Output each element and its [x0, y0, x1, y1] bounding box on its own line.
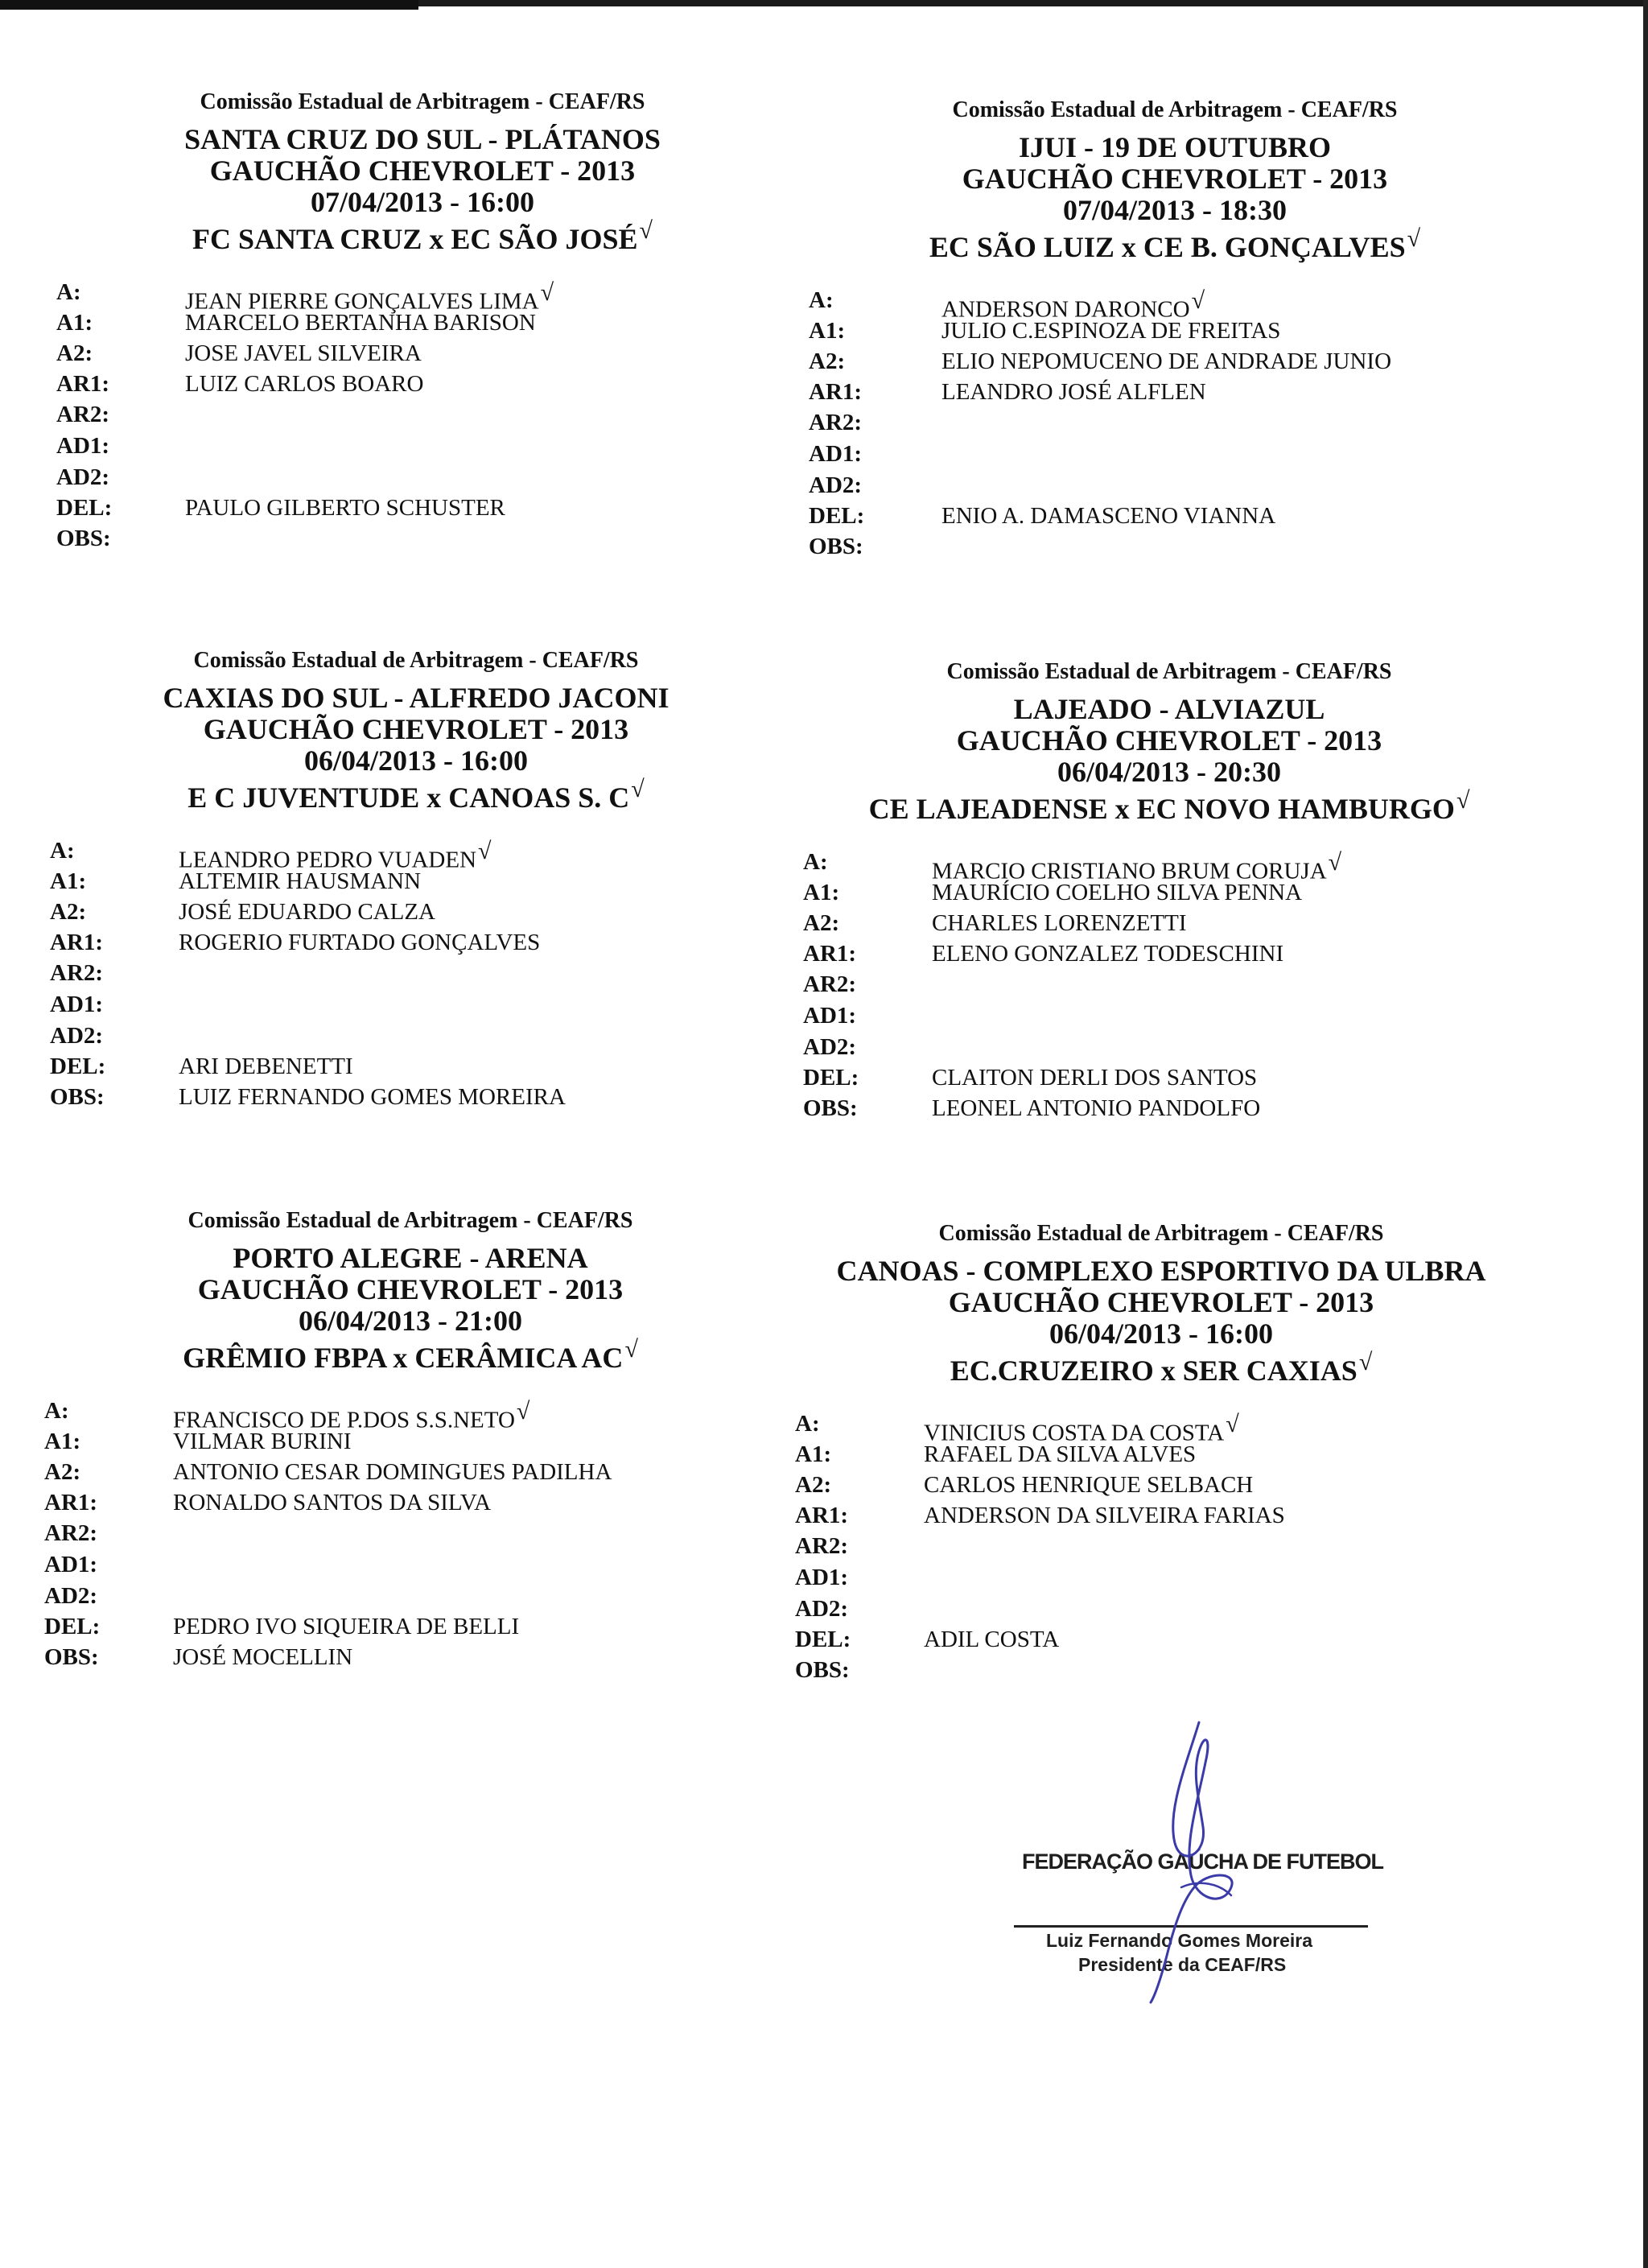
- role-label: DEL:: [803, 1064, 859, 1091]
- official-row-obs: [44, 1644, 768, 1676]
- role-label: A:: [44, 1397, 69, 1424]
- championship: GAUCHÃO CHEVROLET - 2013: [948, 1286, 1374, 1319]
- match-teams: [795, 1350, 1527, 1387]
- role-label: AD2:: [803, 1033, 857, 1060]
- check-mark-icon: √: [1456, 786, 1470, 814]
- role-label: DEL:: [44, 1613, 101, 1639]
- official-name: PAULO GILBERTO SCHUSTER: [185, 494, 505, 521]
- official-name: ELENO GONZALEZ TODESCHINI: [932, 940, 1284, 967]
- handwritten-signature-icon: [1110, 1714, 1288, 2004]
- official-name-text: FRANCISCO DE P.DOS S.S.NETO: [173, 1407, 515, 1433]
- role-label: AR1:: [50, 929, 104, 955]
- role-label: A1:: [44, 1428, 81, 1454]
- role-label: DEL:: [795, 1626, 851, 1652]
- match-datetime: 07/04/2013 - 16:00: [311, 185, 534, 218]
- role-label: A:: [50, 837, 75, 864]
- role-label: AR2:: [50, 959, 104, 986]
- role-label: AD1:: [795, 1564, 849, 1590]
- role-label: OBS:: [795, 1656, 850, 1683]
- match-teams: [50, 777, 782, 814]
- role-label: A:: [795, 1410, 820, 1437]
- official-row-a2: [803, 910, 1527, 942]
- match-block-3: [50, 648, 774, 1110]
- match-teams: [809, 226, 1541, 263]
- role-label: A2:: [809, 348, 846, 374]
- venue: PORTO ALEGRE - ARENA: [233, 1242, 588, 1275]
- role-label: A1:: [56, 309, 93, 336]
- official-name: CHARLES LORENZETTI: [932, 909, 1187, 936]
- official-row-obs: [795, 1657, 1519, 1689]
- role-label: A2:: [44, 1458, 81, 1485]
- role-label: A2:: [50, 898, 87, 925]
- role-label: A:: [809, 287, 834, 313]
- official-row-del: [809, 503, 1533, 535]
- championship: GAUCHÃO CHEVROLET - 2013: [962, 163, 1388, 196]
- official-row-ar2: [795, 1533, 1519, 1565]
- role-label: AD2:: [56, 464, 110, 490]
- official-row-ar1: [803, 941, 1527, 973]
- match-block-2: [809, 97, 1533, 559]
- role-label: AD1:: [50, 991, 104, 1017]
- official-name-text: LEANDRO PEDRO VUADEN: [179, 847, 477, 873]
- match-block-4: [803, 659, 1527, 1121]
- official-row-a: [50, 837, 774, 873]
- championship: GAUCHÃO CHEVROLET - 2013: [197, 1273, 624, 1306]
- role-label: A1:: [809, 317, 846, 344]
- official-row-a: [44, 1397, 768, 1433]
- venue: SANTA CRUZ DO SUL - PLÁTANOS: [184, 123, 661, 156]
- match-teams: [803, 788, 1535, 825]
- official-row-ar2: [56, 402, 781, 434]
- role-label: AD1:: [56, 432, 110, 459]
- official-row-ar1: [56, 371, 781, 403]
- official-row-ad1: [44, 1552, 768, 1584]
- role-label: OBS:: [809, 533, 863, 559]
- role-label: AR2:: [56, 401, 110, 427]
- official-name: JOSÉ EDUARDO CALZA: [179, 898, 435, 925]
- official-name: ROGERIO FURTADO GONÇALVES: [179, 929, 541, 955]
- signature-stamp: [1014, 1714, 1465, 2004]
- check-mark-icon: √: [478, 837, 492, 864]
- championship: GAUCHÃO CHEVROLET - 2013: [209, 155, 636, 188]
- role-label: A1:: [795, 1441, 832, 1467]
- official-row-ar1: [809, 379, 1533, 411]
- match-datetime: 07/04/2013 - 18:30: [1063, 193, 1287, 226]
- commission-title: Comissão Estadual de Arbitragem - CEAF/RS: [200, 89, 645, 114]
- check-mark-icon: √: [1407, 225, 1421, 252]
- official-row-a: [803, 848, 1527, 885]
- official-row-obs: [50, 1084, 774, 1116]
- commission-title: Comissão Estadual de Arbitragem - CEAF/RS: [952, 97, 1398, 122]
- official-row-a1: [803, 880, 1527, 912]
- official-row-ad2: [44, 1583, 768, 1615]
- stamp-signer-name: Luiz Fernando Gomes Moreira: [1046, 1930, 1312, 1951]
- role-label: AR2:: [44, 1520, 98, 1546]
- official-row-ar2: [50, 960, 774, 992]
- official-row-ar2: [803, 971, 1527, 1004]
- official-row-ad2: [803, 1034, 1527, 1066]
- role-label: AR2:: [795, 1532, 849, 1559]
- official-row-a2: [809, 348, 1533, 381]
- role-label: AD1:: [803, 1002, 857, 1029]
- role-label: OBS:: [803, 1095, 858, 1121]
- role-label: AD2:: [50, 1022, 104, 1049]
- official-name-text: ANDERSON DARONCO: [941, 296, 1190, 323]
- official-name-text: MARCIO CRISTIANO BRUM CORUJA: [932, 858, 1327, 885]
- official-row-ar2: [809, 410, 1533, 442]
- role-label: AR1:: [795, 1502, 849, 1528]
- official-row-ad1: [809, 441, 1533, 473]
- scan-top-edge-dark: [0, 0, 418, 10]
- official-name: ALTEMIR HAUSMANN: [179, 868, 422, 894]
- official-row-ad1: [56, 433, 781, 465]
- official-row-a: [56, 278, 781, 315]
- official-name: MARCELO BERTANHA BARISON: [185, 309, 536, 336]
- match-datetime: 06/04/2013 - 16:00: [304, 744, 528, 777]
- official-row-a2: [50, 899, 774, 931]
- official-name: RAFAEL DA SILVA ALVES: [924, 1441, 1197, 1467]
- role-label: A1:: [803, 879, 840, 905]
- stamp-signer-title: Presidente da CEAF/RS: [1078, 1954, 1287, 1975]
- championship: GAUCHÃO CHEVROLET - 2013: [203, 713, 629, 746]
- official-row-ad1: [803, 1003, 1527, 1035]
- official-name: CARLOS HENRIQUE SELBACH: [924, 1471, 1254, 1498]
- check-mark-icon: √: [1191, 287, 1205, 314]
- role-label: A:: [803, 848, 828, 875]
- official-row-ad2: [50, 1023, 774, 1055]
- official-row-a1: [50, 868, 774, 901]
- teams-text: GRÊMIO FBPA x CERÂMICA AC: [183, 1341, 624, 1374]
- role-label: AD2:: [44, 1582, 98, 1609]
- official-name: LUIZ FERNANDO GOMES MOREIRA: [179, 1083, 566, 1110]
- match-block-6: [795, 1221, 1519, 1683]
- check-mark-icon: √: [1328, 848, 1342, 876]
- match-datetime: 06/04/2013 - 16:00: [1049, 1317, 1273, 1350]
- official-name: VILMAR BURINI: [173, 1428, 352, 1454]
- official-row-del: [803, 1065, 1527, 1097]
- official-row-a: [795, 1410, 1519, 1446]
- championship: GAUCHÃO CHEVROLET - 2013: [956, 724, 1382, 757]
- official-row-a1: [44, 1429, 768, 1461]
- official-row-ar1: [50, 930, 774, 962]
- official-row-ad2: [56, 464, 781, 497]
- commission-title: Comissão Estadual de Arbitragem - CEAF/RS: [946, 659, 1392, 684]
- commission-title: Comissão Estadual de Arbitragem - CEAF/RS: [187, 1208, 633, 1233]
- official-row-a2: [44, 1459, 768, 1491]
- match-teams: [44, 1337, 777, 1374]
- venue: LAJEADO - ALVIAZUL: [1013, 693, 1325, 726]
- check-mark-icon: √: [624, 1335, 638, 1363]
- scan-right-edge: [1643, 0, 1648, 2268]
- check-mark-icon: √: [1358, 1348, 1373, 1375]
- role-label: A2:: [803, 909, 840, 936]
- official-row-del: [44, 1614, 768, 1646]
- commission-title: Comissão Estadual de Arbitragem - CEAF/RS: [938, 1221, 1384, 1246]
- official-row-ad2: [809, 472, 1533, 505]
- teams-text: FC SANTA CRUZ x EC SÃO JOSÉ: [192, 222, 638, 255]
- official-name: RONALDO SANTOS DA SILVA: [173, 1489, 492, 1515]
- official-row-a1: [56, 310, 781, 342]
- official-row-a2: [56, 340, 781, 373]
- official-row-a: [809, 287, 1533, 323]
- official-row-del: [50, 1054, 774, 1086]
- official-name-text: JEAN PIERRE GONÇALVES LIMA: [185, 288, 539, 315]
- role-label: AR2:: [809, 409, 863, 435]
- official-name: LUIZ CARLOS BOARO: [185, 370, 424, 397]
- official-name: JOSE JAVEL SILVEIRA: [185, 340, 422, 366]
- role-label: A:: [56, 278, 81, 305]
- venue: IJUI - 19 DE OUTUBRO: [1018, 131, 1332, 164]
- check-mark-icon: √: [631, 775, 645, 802]
- official-row-ar1: [795, 1503, 1519, 1535]
- role-label: A1:: [50, 868, 87, 894]
- role-label: AD1:: [809, 440, 863, 467]
- check-mark-icon: √: [540, 278, 554, 306]
- official-name: LEANDRO JOSÉ ALFLEN: [941, 378, 1206, 405]
- official-name: ENIO A. DAMASCENO VIANNA: [941, 502, 1276, 529]
- official-row-obs: [803, 1095, 1527, 1128]
- match-block-5: [44, 1208, 768, 1670]
- teams-text: EC SÃO LUIZ x CE B. GONÇALVES: [929, 230, 1406, 263]
- venue: CAXIAS DO SUL - ALFREDO JACONI: [163, 682, 670, 715]
- role-label: AR1:: [44, 1489, 98, 1515]
- official-name: ELIO NEPOMUCENO DE ANDRADE JUNIO: [941, 348, 1392, 374]
- role-label: AR2:: [803, 971, 857, 997]
- match-block-1: [56, 89, 781, 551]
- role-label: OBS:: [44, 1643, 99, 1670]
- match-teams: [56, 218, 789, 255]
- official-name: MAURÍCIO COELHO SILVA PENNA: [932, 879, 1303, 905]
- official-row-ar1: [44, 1490, 768, 1522]
- check-mark-icon: √: [1226, 1410, 1239, 1437]
- official-row-ad1: [50, 992, 774, 1024]
- official-name: ANDERSON DA SILVEIRA FARIAS: [924, 1502, 1285, 1528]
- check-mark-icon: √: [516, 1397, 530, 1425]
- official-row-del: [795, 1627, 1519, 1659]
- official-name: ANTONIO CESAR DOMINGUES PADILHA: [173, 1458, 612, 1485]
- role-label: A2:: [56, 340, 93, 366]
- match-datetime: 06/04/2013 - 21:00: [299, 1304, 522, 1337]
- check-mark-icon: √: [639, 216, 653, 244]
- official-name: LEONEL ANTONIO PANDOLFO: [932, 1095, 1261, 1121]
- role-label: AD1:: [44, 1551, 98, 1577]
- official-name: JULIO C.ESPINOZA DE FREITAS: [941, 317, 1281, 344]
- official-name: CLAITON DERLI DOS SANTOS: [932, 1064, 1258, 1091]
- official-row-obs: [56, 526, 781, 558]
- role-label: AD2:: [795, 1595, 849, 1622]
- commission-title: Comissão Estadual de Arbitragem - CEAF/RS: [193, 648, 639, 673]
- role-label: DEL:: [50, 1053, 106, 1079]
- role-label: OBS:: [50, 1083, 105, 1110]
- venue: CANOAS - COMPLEXO ESPORTIVO DA ULBRA: [836, 1255, 1486, 1288]
- official-row-ar2: [44, 1520, 768, 1553]
- role-label: A2:: [795, 1471, 832, 1498]
- role-label: AR1:: [803, 940, 857, 967]
- role-label: DEL:: [809, 502, 865, 529]
- stamp-organization: FEDERAÇÃO GAÚCHA DE FUTEBOL: [1022, 1849, 1383, 1874]
- teams-text: CE LAJEADENSE x EC NOVO HAMBURGO: [868, 792, 1455, 825]
- official-name: ARI DEBENETTI: [179, 1053, 353, 1079]
- official-name-text: VINICIUS COSTA DA COSTA: [924, 1420, 1225, 1446]
- official-row-ad1: [795, 1565, 1519, 1597]
- official-row-a1: [795, 1441, 1519, 1474]
- official-row-a2: [795, 1472, 1519, 1504]
- teams-text: E C JUVENTUDE x CANOAS S. C: [187, 781, 630, 814]
- official-row-del: [56, 495, 781, 527]
- official-row-obs: [809, 534, 1533, 566]
- match-datetime: 06/04/2013 - 20:30: [1057, 755, 1281, 788]
- role-label: DEL:: [56, 494, 113, 521]
- role-label: AD2:: [809, 472, 863, 498]
- role-label: OBS:: [56, 525, 111, 551]
- official-row-ad2: [795, 1596, 1519, 1628]
- official-name: JOSÉ MOCELLIN: [173, 1643, 353, 1670]
- teams-text: EC.CRUZEIRO x SER CAXIAS: [950, 1354, 1358, 1387]
- role-label: AR1:: [809, 378, 863, 405]
- official-name: PEDRO IVO SIQUEIRA DE BELLI: [173, 1613, 520, 1639]
- role-label: AR1:: [56, 370, 110, 397]
- official-name: ADIL COSTA: [924, 1626, 1060, 1652]
- official-row-a1: [809, 318, 1533, 350]
